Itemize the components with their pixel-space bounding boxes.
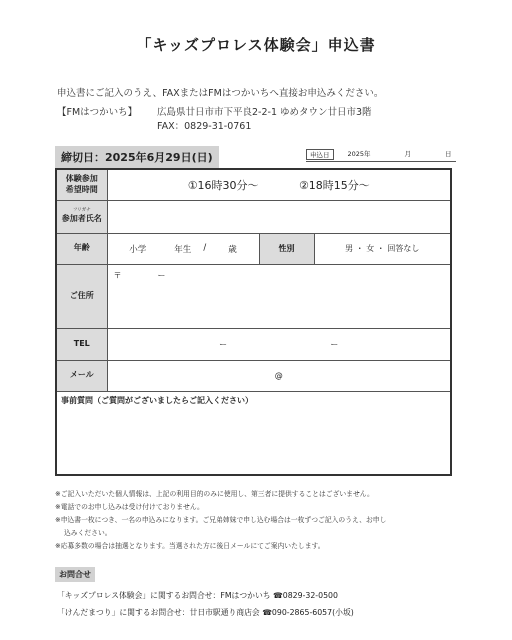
question-field[interactable] bbox=[56, 391, 451, 475]
application-date-label: 申込日 bbox=[306, 149, 334, 160]
address-label: ご住所 bbox=[56, 264, 107, 328]
furigana-label: フリガナ bbox=[72, 208, 91, 214]
session-label-line2: 希望時間 bbox=[65, 184, 98, 194]
application-form-table bbox=[55, 168, 452, 476]
session-choice-cell[interactable] bbox=[107, 169, 451, 200]
application-date-field[interactable] bbox=[306, 149, 456, 162]
question-label: 事前質問（ご質問がございましたらご記入ください） bbox=[61, 395, 253, 405]
contact-list bbox=[57, 587, 354, 621]
tel-field[interactable] bbox=[107, 328, 451, 360]
note-item: ※ご記入いただいた個人情報は、上記の利用目的のみに使用し、第三者に提供することはございません。 bbox=[55, 490, 374, 498]
age-label: 年齢 bbox=[56, 233, 107, 264]
session-option-1[interactable]: ①16時30分〜 bbox=[187, 178, 259, 192]
mail-field[interactable] bbox=[107, 360, 451, 391]
application-day: 日 bbox=[445, 150, 452, 158]
address-field[interactable] bbox=[107, 264, 451, 328]
age-school: 小学 bbox=[129, 244, 147, 255]
application-year: 2025年 bbox=[347, 150, 371, 158]
document-title: 「キッズプロレス体験会」申込書 bbox=[136, 36, 376, 54]
note-item: 込みください。 bbox=[64, 529, 112, 537]
name-label-text: 参加者氏名 bbox=[61, 214, 102, 224]
fm-address: 広島県廿日市市下平良2-2-1 ゆめタウン廿日市3階 bbox=[157, 107, 372, 118]
fm-name: 【FMはつかいち】 bbox=[57, 107, 138, 118]
fm-address-row bbox=[57, 104, 372, 118]
note-item: ※電話でのお申し込みは受け付けておりません。 bbox=[55, 503, 204, 511]
age-years: 歳 bbox=[228, 244, 237, 255]
sex-options[interactable]: 男 ・ 女 ・ 回答なし bbox=[314, 233, 451, 264]
application-month: 月 bbox=[404, 150, 412, 158]
tel-dash-1: ー bbox=[219, 339, 228, 349]
name-label bbox=[56, 200, 107, 233]
age-field[interactable] bbox=[107, 233, 259, 264]
sex-label: 性別 bbox=[259, 233, 314, 264]
note-item: ※応募多数の場合は抽選となります。当選された方に後日メールにてご案内いたします。 bbox=[55, 542, 325, 550]
mail-label: メール bbox=[56, 360, 107, 391]
name-field[interactable] bbox=[107, 200, 451, 233]
contact-item: 「キッズプロレス体験会」に関するお問合せ：FMはつかいち ☎0829-32-0500 bbox=[57, 591, 338, 600]
intro-text: 申込書にご記入のうえ、FAXまたはFMはつかいちへ直接お申込みください。 bbox=[57, 88, 384, 99]
postal-dash: ー bbox=[157, 270, 166, 280]
contact-heading: お問合せ bbox=[55, 567, 95, 582]
mail-at: @ bbox=[274, 371, 283, 380]
contact-item: 「けんだまつり」に関するお問合せ：廿日市駅通り商店会 ☎090-2865-6057(小坂) bbox=[57, 608, 354, 617]
session-option-2[interactable]: ②18時15分〜 bbox=[298, 178, 370, 192]
deadline-badge: 締切日：2025年6月29日(日) bbox=[55, 146, 219, 168]
note-item: ※申込書一枚につき、一名の申込みになります。ご兄弟姉妹で申し込む場合は一枚ずつご記入のうえ、お申し bbox=[55, 516, 387, 524]
session-label-line1: 体験参加 bbox=[65, 174, 98, 184]
tel-label: TEL bbox=[56, 328, 107, 360]
age-grade: 年生 bbox=[174, 244, 192, 255]
postal-mark: 〒 bbox=[113, 270, 122, 280]
tel-dash-2: ー bbox=[330, 339, 339, 349]
session-label bbox=[56, 169, 107, 200]
fm-fax: FAX：0829-31-0761 bbox=[157, 121, 252, 132]
age-separator: / bbox=[203, 242, 207, 253]
notes-list bbox=[55, 488, 386, 553]
